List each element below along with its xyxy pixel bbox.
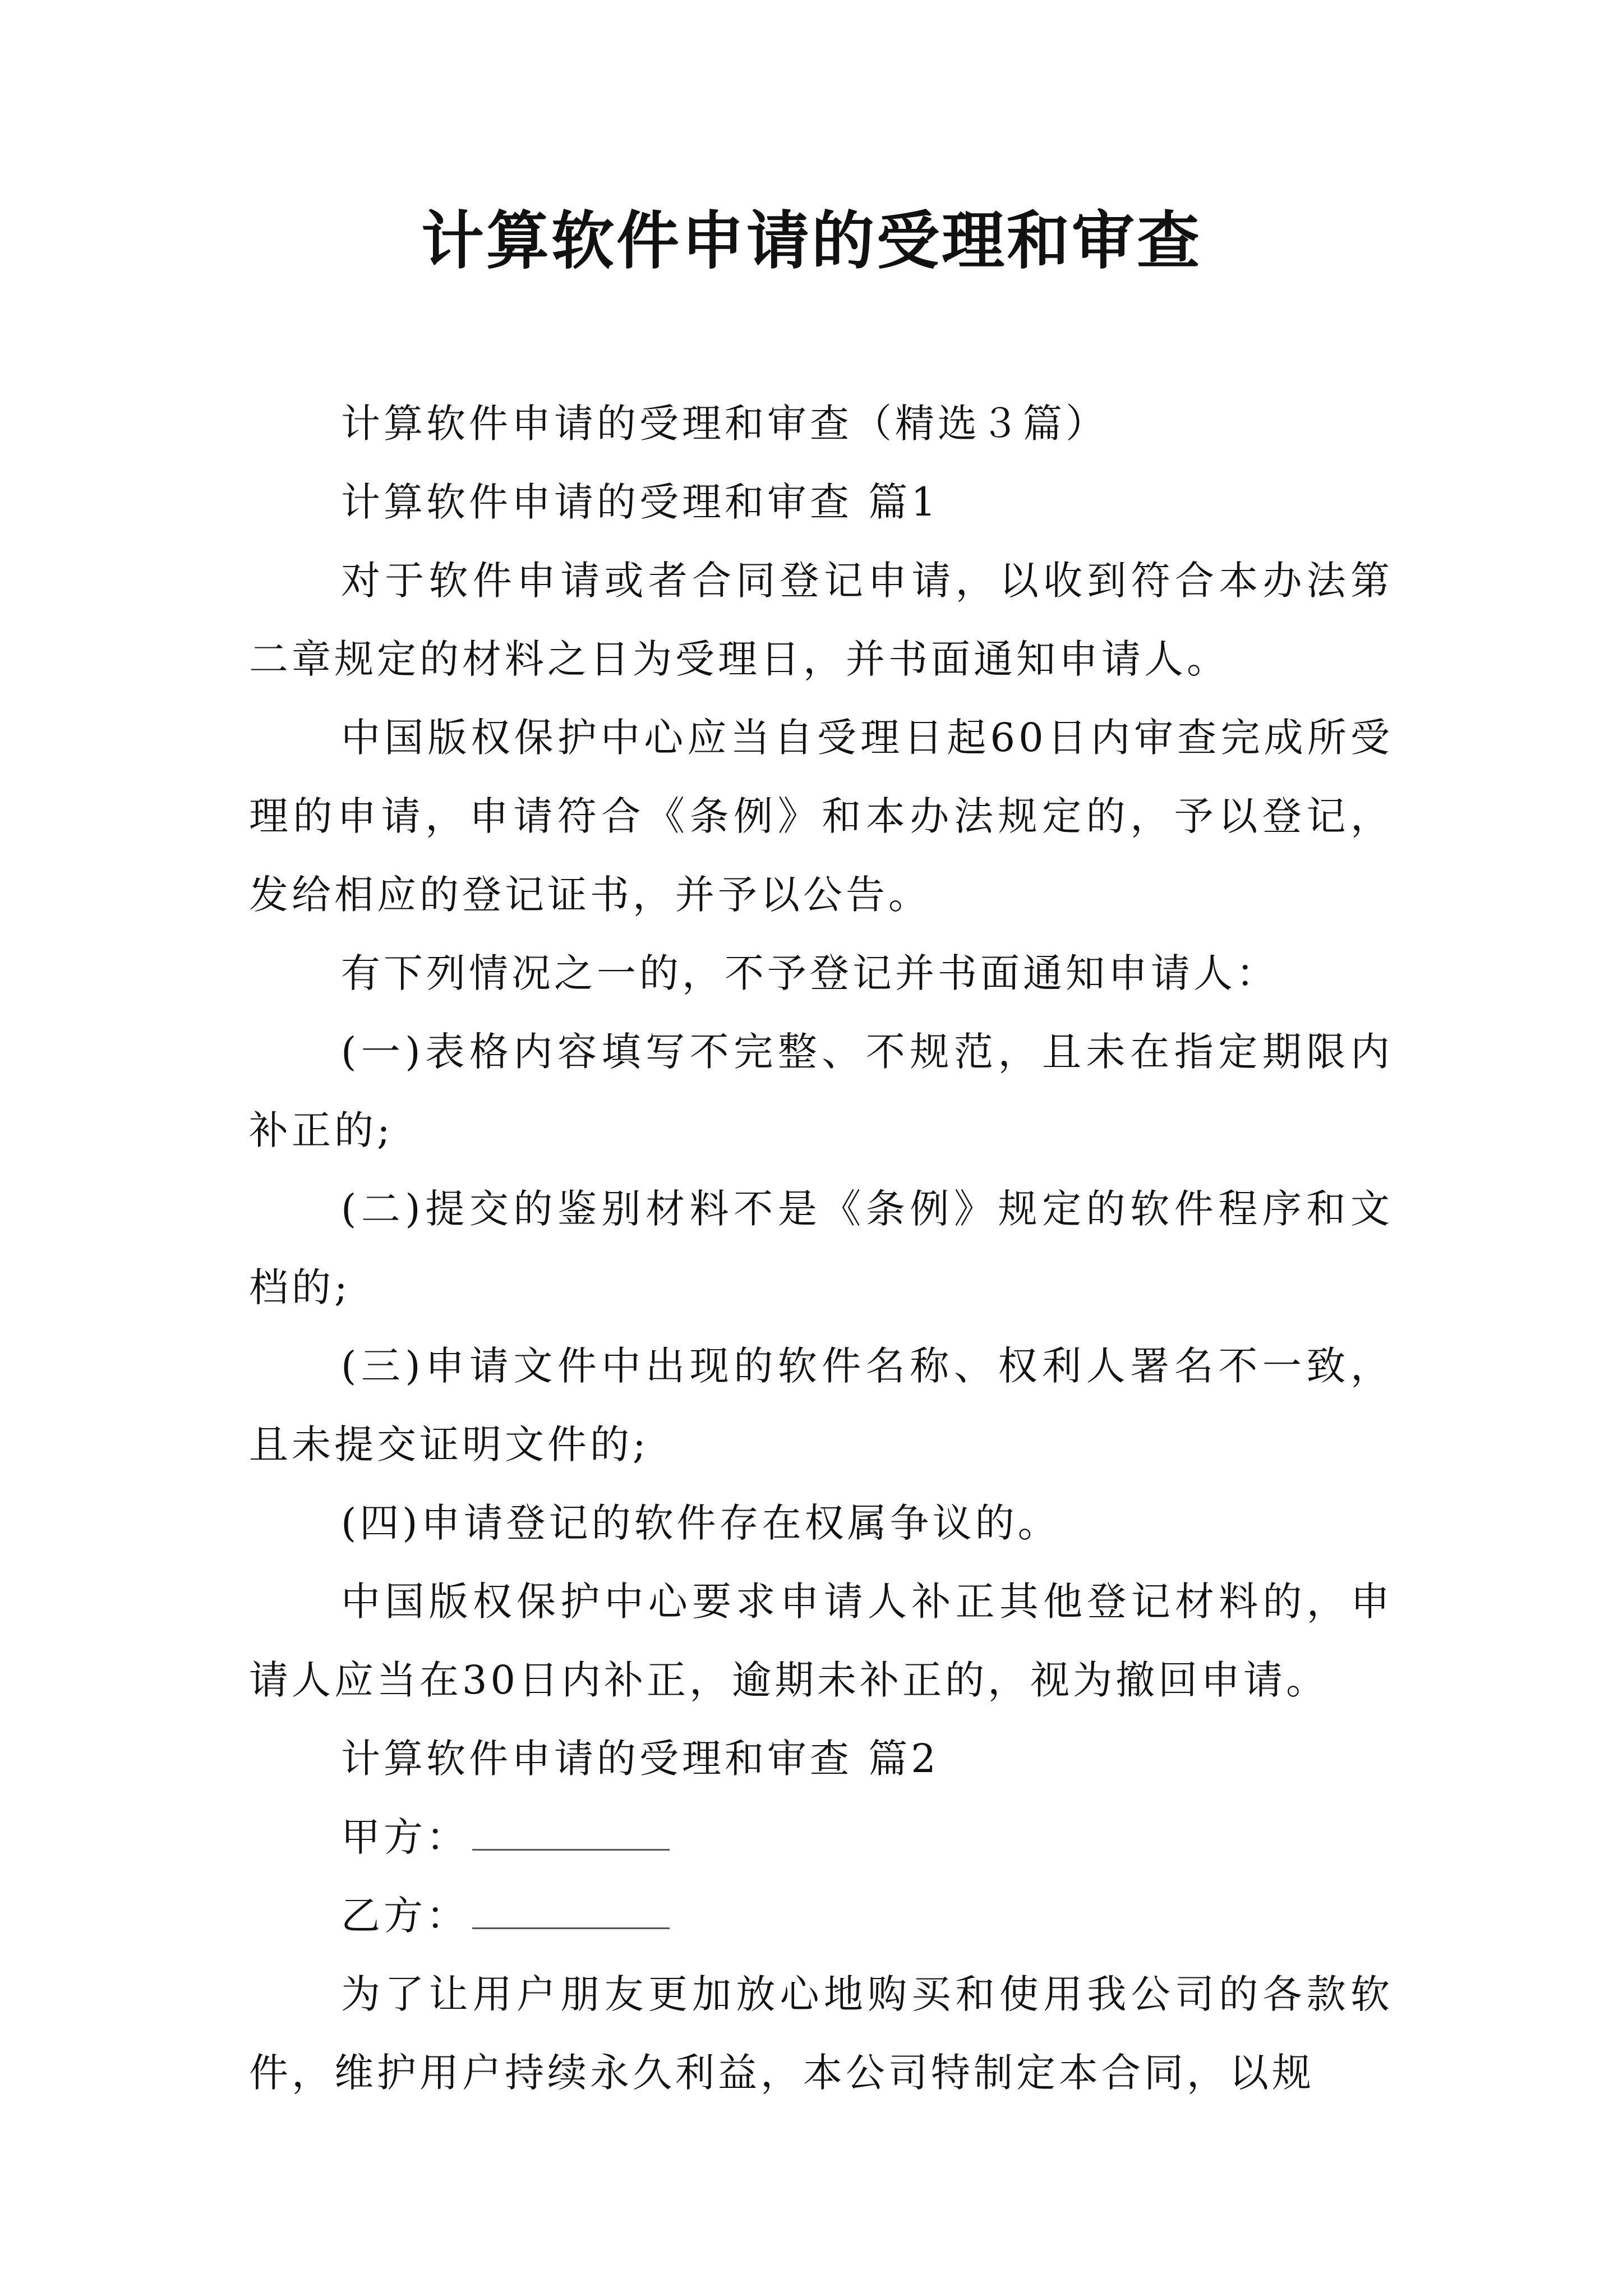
party-a-line: [249, 1798, 1393, 1876]
paragraph-subtitle: 计算软件申请的受理和审查（精选３篇）: [341, 401, 1108, 447]
party-b-blank: [472, 1888, 670, 1929]
paragraph-supplement-materials: 中国版权保护中心要求申请人补正其他登记材料的，申请人应当在30日内补正，逾期未补正的，视为撤回申请。: [249, 1579, 1393, 1703]
paragraph-condition-2: (二)提交的鉴别材料不是《条例》规定的软件程序和文档的;: [249, 1186, 1393, 1310]
paragraph-acceptance-date: 对于软件申请或者合同登记申请，以收到符合本办法第二章规定的材料之日为受理日，并书面通知申请人。: [249, 558, 1393, 682]
party-b-label: 乙方：: [341, 1893, 469, 1939]
document-title: 计算软件申请的受理和审查: [421, 204, 1202, 278]
paragraph-condition-1: (一)表格内容填写不完整、不规范，且未在指定期限内补正的;: [249, 1029, 1393, 1153]
paragraph-section-2-heading: 计算软件申请的受理和审查 篇2: [341, 1736, 939, 1782]
paragraph-condition-3: (三)申请文件中出现的软件名称、权利人署名不一致，且未提交证明文件的;: [249, 1343, 1393, 1467]
party-b-line: [249, 1876, 1393, 1955]
document-body: [249, 384, 1393, 2112]
paragraph-condition-4: (四)申请登记的软件存在权属争议的。: [341, 1500, 1061, 1546]
paragraph-review-period: 中国版权保护中心应当自受理日起60日内审查完成所受理的申请，申请符合《条例》和本办法规定的，予以登记，发给相应的登记证书，并予以公告。: [249, 715, 1393, 918]
party-a-label: 甲方：: [341, 1814, 469, 1860]
paragraph-section-1-heading: 计算软件申请的受理和审查 篇1: [341, 479, 939, 525]
party-a-blank: [472, 1810, 670, 1851]
paragraph-rejection-intro: 有下列情况之一的，不予登记并书面通知申请人：: [341, 950, 1279, 996]
paragraph-contract-purpose: 为了让用户朋友更加放心地购买和使用我公司的各款软件，维护用户持续永久利益，本公司特制定本合同，以规: [249, 1971, 1393, 2096]
